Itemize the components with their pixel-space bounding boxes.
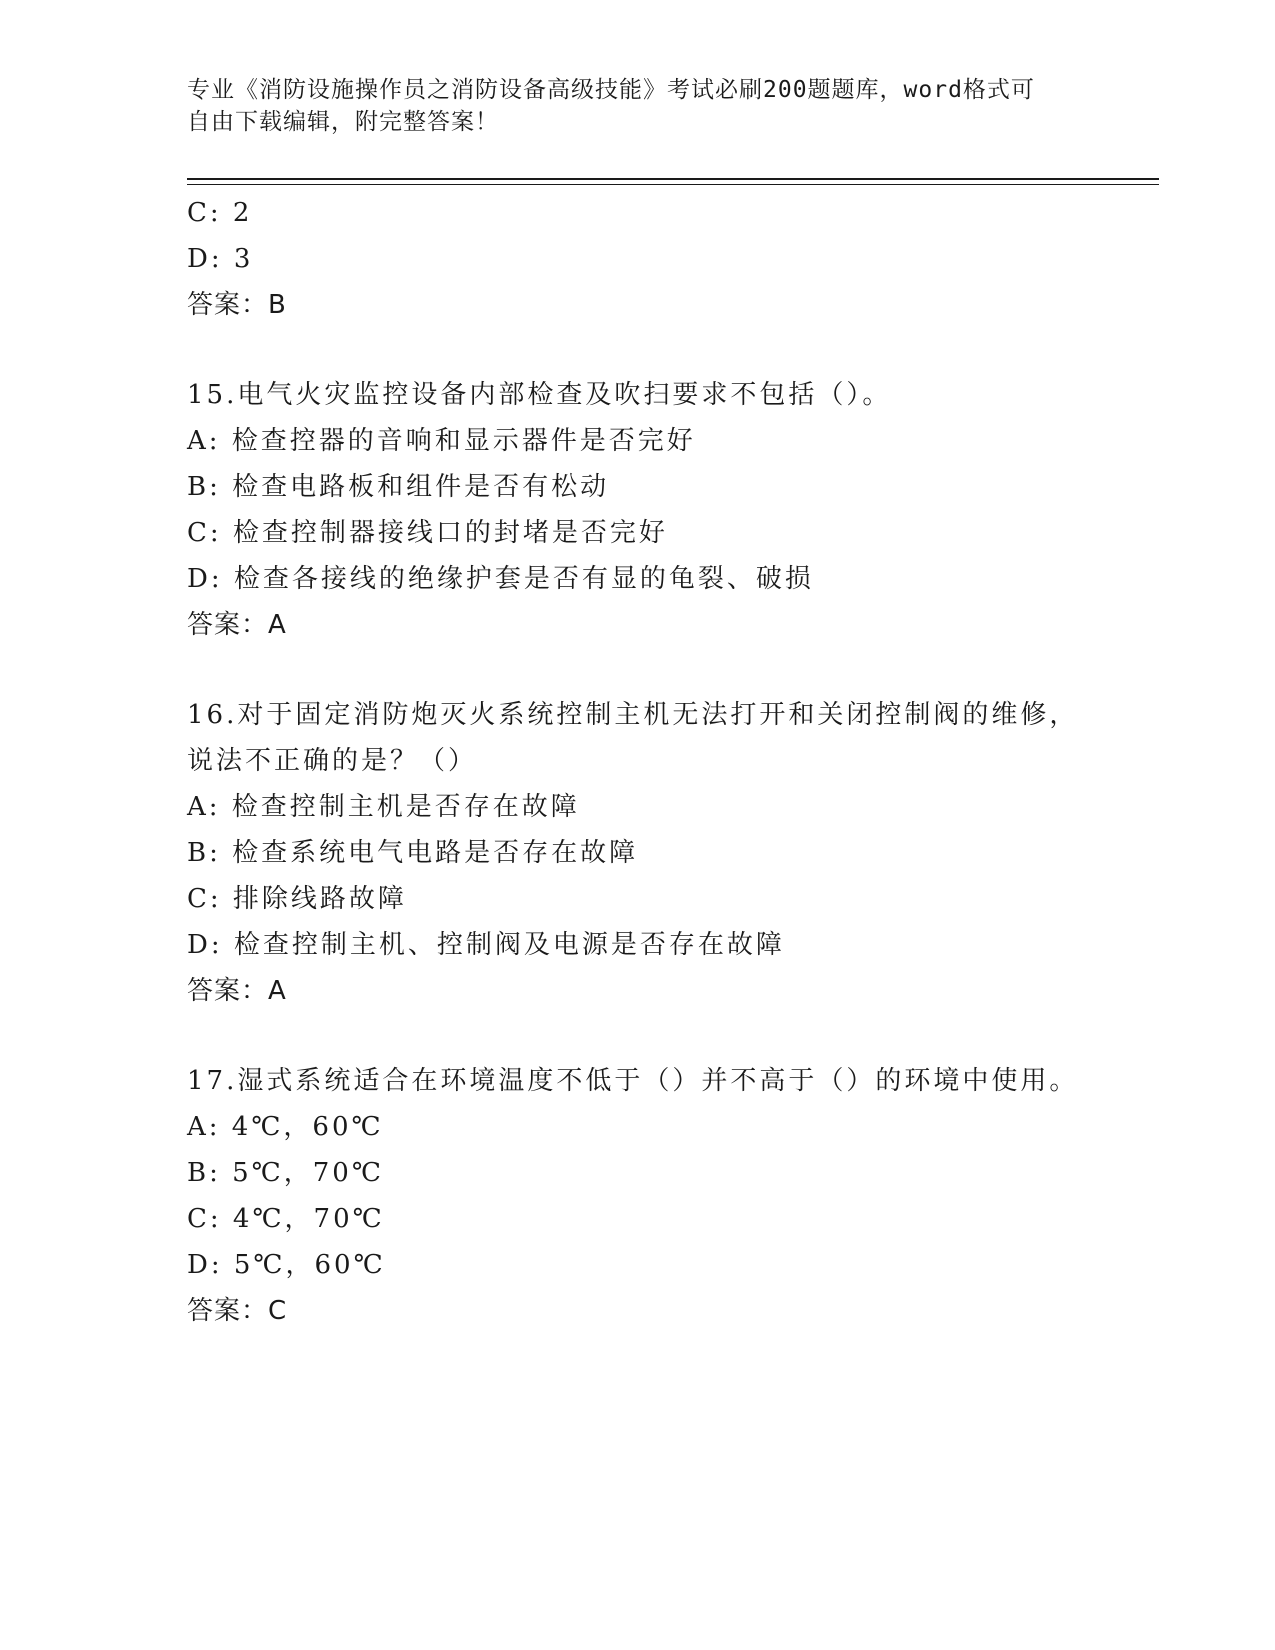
question-gap [187, 328, 1187, 372]
question-16 [187, 692, 1187, 1014]
question-text: 15.电气火灾监控设备内部检查及吹扫要求不包括（）。 [187, 380, 892, 410]
answer-line: 答案：C [187, 1296, 288, 1326]
answer-line: 答案：A [187, 610, 287, 640]
option-d: D: 3 [187, 244, 254, 274]
option-a: A: 检查控制主机是否存在故障 [187, 792, 580, 822]
header-title-line-2: 自由下载编辑，附完整答案！ [187, 109, 499, 135]
option-d: D: 检查控制主机、控制阀及电源是否存在故障 [187, 930, 785, 960]
header-title-line-1: 专业《消防设施操作员之消防设备高级技能》考试必刷200题题库，word格式可 [187, 77, 1035, 103]
option-d: D: 5℃，60℃ [187, 1250, 386, 1280]
answer-line: 答案：B [187, 290, 287, 320]
option-b: B: 检查系统电气电路是否存在故障 [187, 838, 639, 868]
option-c: C: 检查控制器接线口的封堵是否完好 [187, 518, 668, 548]
question-15 [187, 372, 1187, 648]
answer-line: 答案：A [187, 976, 287, 1006]
question-gap [187, 1014, 1187, 1058]
question-list [187, 190, 1187, 1334]
page-header [187, 74, 1067, 138]
option-d: D: 检查各接线的绝缘护套是否有显的龟裂、破损 [187, 564, 814, 594]
option-a: A: 4℃，60℃ [187, 1112, 384, 1142]
header-divider-thick [187, 178, 1159, 180]
option-a: A: 检查控器的音响和显示器件是否完好 [187, 426, 696, 456]
question-gap [187, 648, 1187, 692]
question-text: 17.湿式系统适合在环境温度不低于（）并不高于（）的环境中使用。 [187, 1066, 1079, 1096]
option-c: C: 2 [187, 198, 253, 228]
option-b: B: 检查电路板和组件是否有松动 [187, 472, 610, 502]
question-text-continued: 说法不正确的是？（） [187, 746, 478, 776]
header-divider-thin [187, 184, 1159, 185]
option-c: C: 4℃，70℃ [187, 1204, 385, 1234]
option-c: C: 排除线路故障 [187, 884, 407, 914]
question-text: 16.对于固定消防炮灭火系统控制主机无法打开和关闭控制阀的维修， [187, 700, 1079, 730]
question-17 [187, 1058, 1187, 1334]
option-b: B: 5℃，70℃ [187, 1158, 384, 1188]
previous-question-tail [187, 190, 1187, 328]
